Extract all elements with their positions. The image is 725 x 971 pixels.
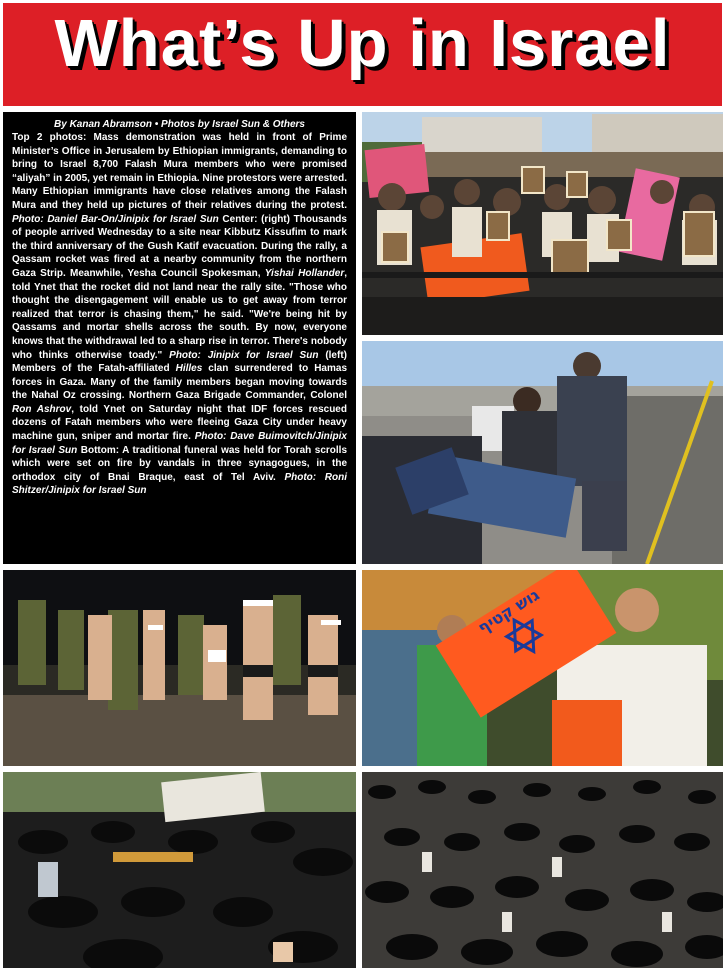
photo-torah-funeral [3, 772, 356, 968]
page-title: What’s Up in Israel [54, 6, 671, 81]
flag-text: גוש קטיף [474, 584, 543, 638]
article-body [12, 131, 347, 498]
photo-demonstration [362, 112, 723, 335]
header-banner [3, 3, 722, 106]
caption-center-text: Center: (right) Thousands of people arrived Wednesday to a site near Kibbutz Kissufim to mark the third anniversary of the Gush Katif evacuation. During the rally, a Qassam rocket was fired at a nearby community from the northern Gaza Strip. Meanwhile, Yesha Council Spokesman, [12, 213, 347, 279]
article-box [3, 112, 356, 564]
caption-left-text: (left) Members of the Fatah-affiliated [12, 349, 347, 375]
photo-credit-left: Photo: Dave Buimovitch/Jinipix for Israel Sun [12, 431, 347, 456]
byline: By Kanan Abramson • Photos by Israel Sun & Others [54, 119, 305, 130]
photo-credit-top: Photo: Daniel Bar-On/Jinipix for Israel Sun [12, 213, 219, 225]
person-name: Yishai Hollander [264, 267, 345, 279]
photo-crowd [362, 772, 723, 968]
photo-credit-center: Photo: Jinipix for Israel Sun [169, 349, 319, 361]
photo-surrender [3, 570, 356, 766]
caption-bottom-text: Bottom: A traditional funeral was held for Torah scrolls which were set on fire by vandals in three synagogues, in the orthodox city of Bnai Braque, east of Tel Aviv. [12, 444, 348, 483]
caption-left-text-cont2: , told Ynet on Saturday night that IDF forces rescued dozens of Fatah members who were fleeing Gaza City under heavy machine gun, sniper and mortar fire. [12, 403, 347, 443]
clan-name: Hilles [175, 363, 203, 375]
caption-center-text-cont: , told Ynet that the rocket did not land near the rally site. "Those who thought the disengagement will enable us to get away from terror realized that terror is chasing them," he said. "We're being hit by Qassams and mortar shells across the south. By now, everyone knows that the withdrawal led to a sharp rise in terror. There's nobody who thinks otherwise toady." [12, 267, 348, 361]
commander-name: Ron Ashrov [12, 403, 72, 415]
photo-gush-katif-rally [362, 570, 723, 766]
photo-credit-bottom: Photo: Roni Shitzer/Jinipix for Israel Sun [12, 471, 347, 497]
photo-arrest [362, 341, 723, 564]
caption-left-text-cont: clan surrendered to Hamas forces in Gaza. Many of the family members began moving towards the Nahal Oz crossing. Northern Gaza Brigade Commander, Colonel [12, 363, 348, 402]
caption-top-text: Top 2 photos: Mass demonstration was held in front of Prime Minister’s Office in Jerusalem by Ethiopian immigrants, demanding to bring to Israel 8,700 Falash Mura members who were promised “aliyah” in 2005, yet remain in Ethiopia. Nine protestors were arrested. Many Ethiopian immigrants have close relatives among the Falash Mura and they held up pictures of their relatives during the protest. [12, 132, 347, 211]
